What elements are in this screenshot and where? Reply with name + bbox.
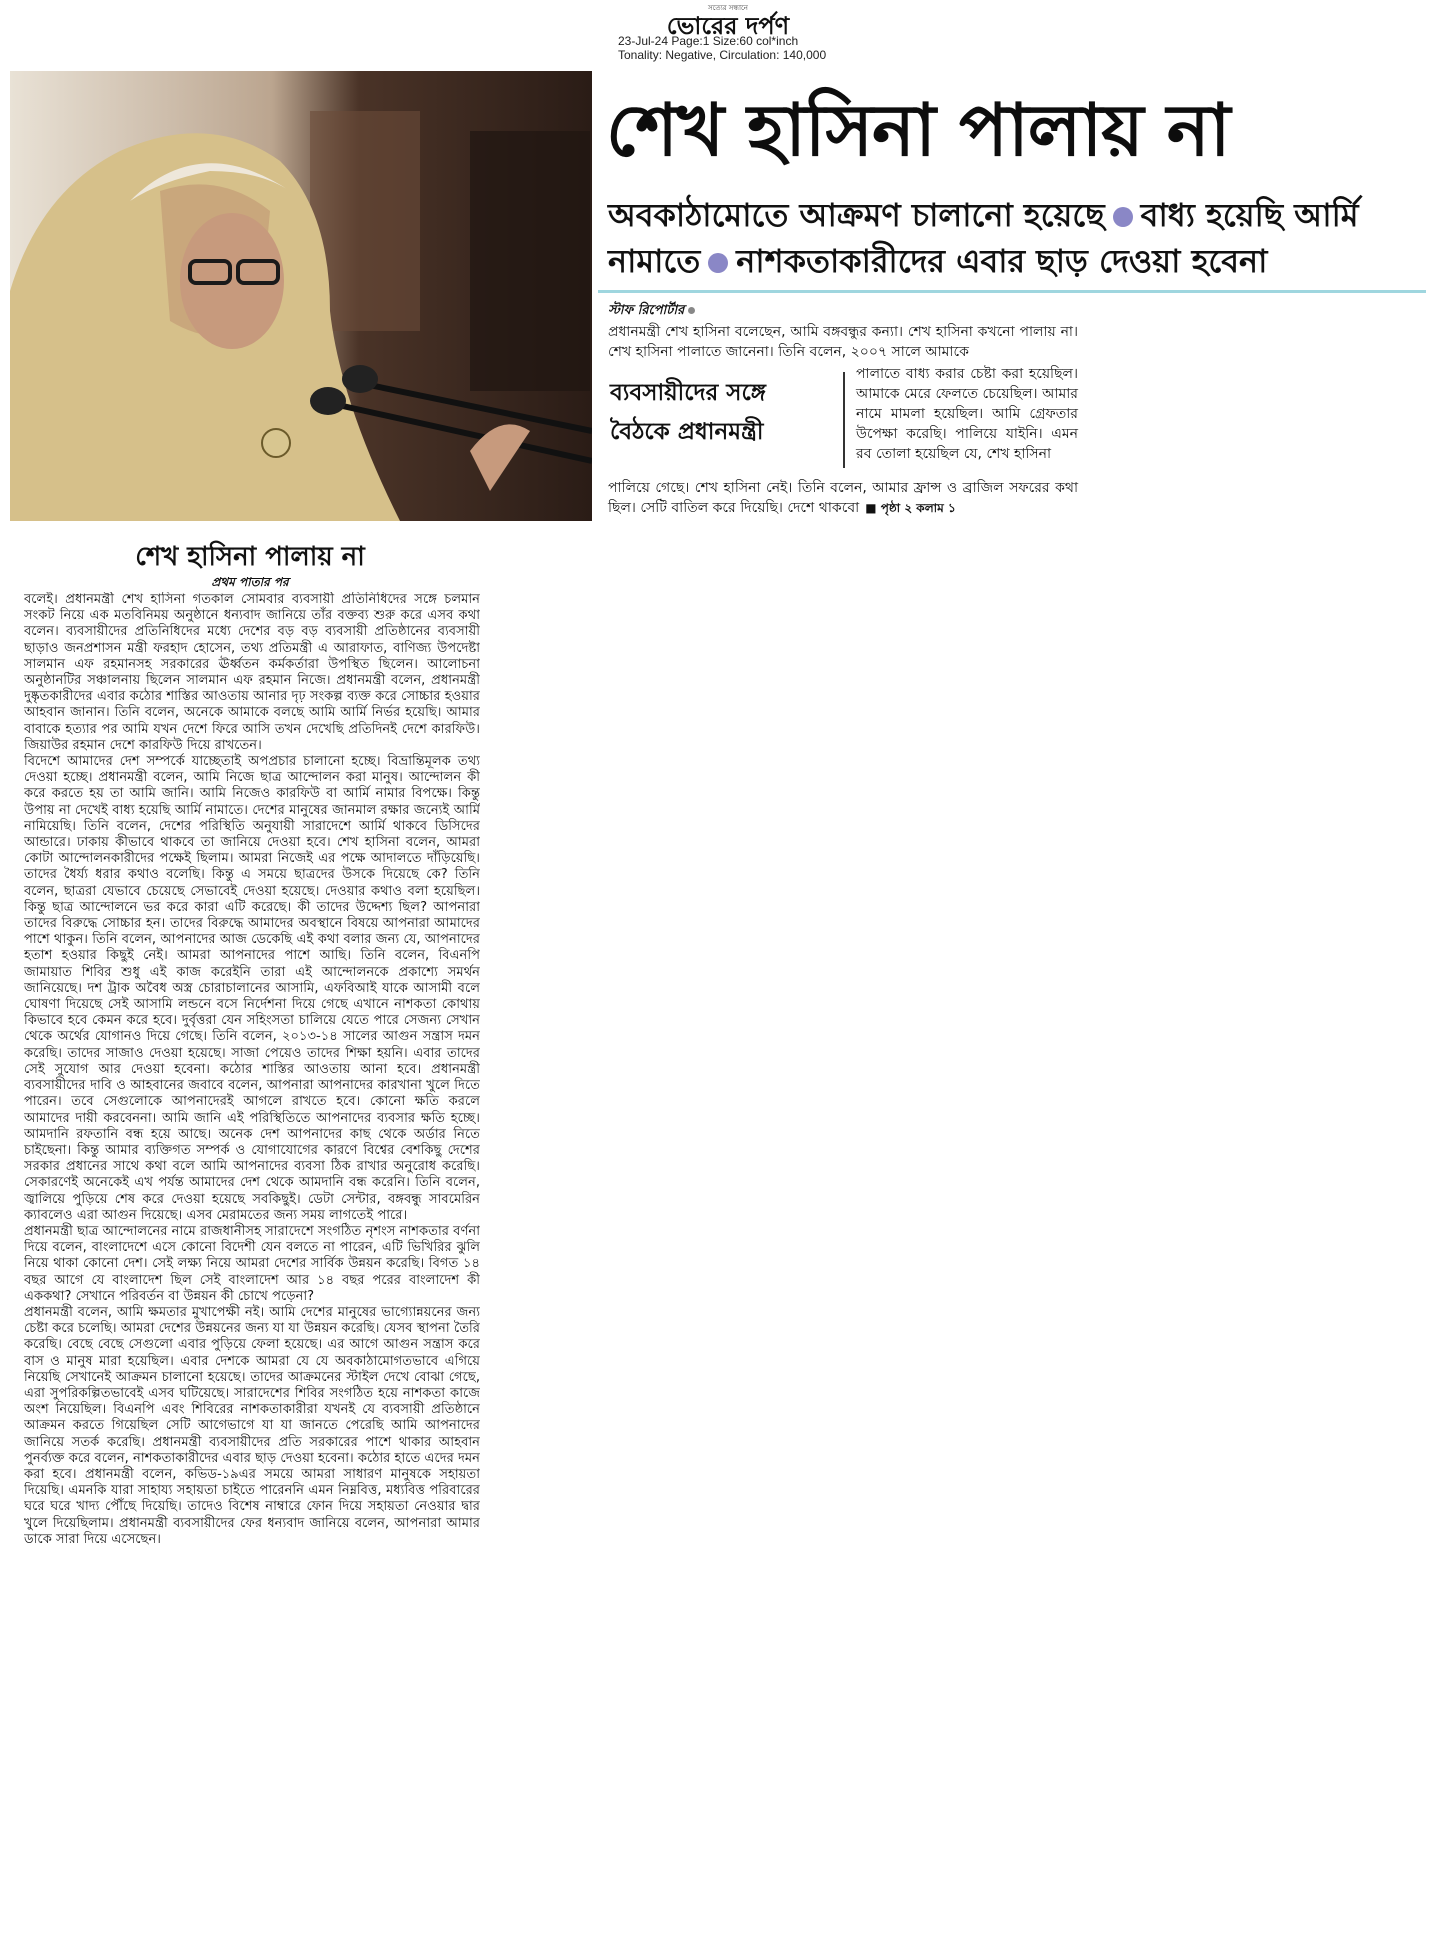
clip-meta-line1: 23-Jul-24 Page:1 Size:60 col*inch [618,34,799,48]
headline-divider [598,290,1426,293]
sidebar-line-1: ব্যবসায়ীদের সঙ্গে [610,380,766,406]
photo-illustration [10,71,592,521]
body-paragraph: বিদেশে আমাদের দেশ সম্পর্কে যাচ্ছেতাই অপপ্রচার চালানো হচ্ছে। বিভ্রান্তিমূলক তথ্য দেওয়া হচ্ছে। প্রধানমন্ত্রী বলেন, আমি নিজে ছাত্র আন্দোলন করা মানুষ। আন্দোলন কী করে করতে হয় তা আমি জানি। আমি নিজেও কারফিউ বা আর্মি নামার বিপক্ষে। কিন্তু উপায় না দেখেই বাধ্য হয়েছি আর্মি নামাতে। দেশের মানুষের জানমাল রক্ষার জন্যেই আর্মি নামিয়েছি। তিনি বলেন, দেশের পরিস্থিতি অনুযায়ী সারাদেশে আর্মি থাকবে ডিসিদের আন্ডারে। ঢাকায় কীভাবে থাকবে তা জানিয়ে দেওয়া হবে। শেখ হাসিনা বলেন, আমরা কোটা আন্দোলনকারীদের পক্ষেই ছিলাম। আমরা নিজেই এর পক্ষে আদালতে দাঁড়িয়েছি। তাদের ধৈর্য্য ধরার কথাও বলেছি। কিন্তু এ সময়ে ছাত্রদের উসকে দিয়েছে কে? তিনি বলেন, ছাত্ররা যেভাবে চেয়েছে সেভাবেই দেওয়া হয়েছে। দেওয়ার কথাও বলা হয়েছিল। কিন্তু ছাত্র আন্দোলনে ভর করে কারা এটি করেছে। কী তাদের উদ্দেশ্য ছিল? আপনারা তাদের বিরুদ্ধে সোচ্চার হন। তাদের বিরুদ্ধে আমাদের অবস্থানে বিষয়ে আপনারা আমাদের পাশে থাকুন। তিনি বলেন, আপনাদের আজ ডেকেছি এই কথা বলার জন্য যে, আপনাদের হতাশ হওয়ার কিছুই নেই। আমরা আপনাদের পাশে আছি। তিনি বলেন, বিএনপি জামায়াত শিবির শুধু এই কাজ করেইনি তারা এই আন্দোলনকে প্রকাশ্যে সমর্থন জানিয়েছে। দশ ট্রাক অবৈধ অস্ত্র চোরাচালানের আসামি, এফবিআই যাকে আসামী বলে ঘোষণা দিয়েছে সেই আসামি লন্ডনে বসে নির্দেশনা দিয়ে গেছে এখানে নাশকতা কোথায় কিভাবে হবে কেমন করে হবে। দুর্বৃত্তরা যেন সহিংসতা চালিয়ে যেতে পারে সেজন্য সেখান থেকে অর্থের যোগানও দিয়ে গেছে। তিনি বলেন, ২০১৩-১৪ সালের আগুন সন্ত্রাস দমন করেছি। তাদের সাজাও দেওয়া হয়েছে। সাজা পেয়েও তাদের শিক্ষা হয়নি। এবার তাদের সেই সুযোগ আর দেওয়া হবেনা। কঠোর শাস্তির আওতায় আনা হবে। প্রধানমন্ত্রী ব্যবসায়ীদের দাবি ও আহবানের জবাবে বলেন, আপনারা আপনাদের কারখানা খুলে দিতে পারেন। তবে সেগুলোকে আপনাদেরই আগলে রাখতে হবে। কোনো ক্ষতি করলে আমাদের দায়ী করবেননা। আমি জানি এই পরিস্থিতিতে আপনাদের ব্যবসার ক্ষতি হচ্ছে। আমদানি রফতানি বন্ধ হয়ে আছে। অনেক দেশ আপনাদের কাছ থেকে অর্ডার নিতে চাইছেনা। কিন্তু আমার ব্যক্তিগত সম্পর্ক ও যোগাযোগের কারণে বিশ্বের বেশকিছু দেশের সরকার প্রধানের সাথে কথা বলে আমি আপনাদের ব্যবসা ঠিক রাখার অনুরোধ করেছি। সেকারণেই অনেকেই এখ পর্যন্ত আমাদের দেশ থেকে আমদানি বন্ধ করেনি। তিনি বলেন, জ্বালিয়ে পুড়িয়ে শেষ করে দেওয়া হয়েছে সবকিছুই। ডেটা সেন্টার, বঙ্গবন্ধু সাবমেরিন ক্যাবলেও এরা আগুন দিয়েছে। এসব মেরামতের জন্য সময় লাগতেই পারে। [24,754,480,1223]
masthead-tagline: সত্যের সন্ধানে [708,4,748,12]
jump-headline: শেখ হাসিনা পালায় না [135,542,365,572]
article-subheads [608,192,1428,284]
byline-dot-icon [688,307,695,314]
lead-bottom-text: পালিয়ে গেছে। শেখ হাসিনা নেই। তিনি বলেন, আমার ফ্রান্স ও ব্রাজিল সফরের কথা ছিল। সেটি বাতিল করে দিয়েছি। দেশে থাকবো [608,480,1078,516]
newspaper-logo: ভোরের দর্পণ [666,11,790,40]
bullet-dot-icon [1113,207,1133,227]
clip-meta-line2: Tonality: Negative, Circulation: 140,000 [618,48,827,62]
subhead-2: বাধ্য হয়েছি আর্মি নামাতে [608,196,1359,280]
bullet-dot-icon [708,253,728,273]
byline [608,302,695,320]
byline-text: স্টাফ রিপোর্টার [608,303,685,318]
subhead-3: নাশকতাকারীদের এবার ছাড় দেওয়া হবেনা [736,242,1268,280]
lead-paragraph-right: পালাতে বাধ্য করার চেষ্টা করা হয়েছিল। আমাকে মেরে ফেলতে চেয়েছিল। আমার নামে মামলা হয়েছিল। আমি গ্রেফতার উপেক্ষা করেছি। পালিয়ে যাইনি। এমন রব তোলা হয়েছিল যে, শেখ হাসিনা [856,366,1078,462]
body-paragraph: বলেই। প্রধানমন্ত্রী শেখ হাসিনা গতকাল সোমবার ব্যবসায়ী প্রতিনিধিদের সঙ্গে চলমান সংকট নিয়ে এক মতবিনিময় অনুষ্ঠানে ধন্যবাদ জানিয়ে তাঁর বক্তব্য শুরু করে এসব কথা বলেন। ব্যবসায়ীদের প্রতিনিধিদের মধ্যে দেশের বড় বড় ব্যবসায়ী প্রতিষ্ঠানের ব্যবসায়ী ছাড়াও জনপ্রশাসন মন্ত্রী ফরহাদ হোসেন, তথ্য প্রতিমন্ত্রী এ আরাফাত, বাণিজ্য উপদেষ্টা সালমান এফ রহমানসহ সরকারের ঊর্ধ্বতন কর্মকর্তারা উপস্থিত ছিলেন। আলোচনা অনুষ্ঠানটির সঞ্চালনায় ছিলেন সালমান এফ রহমান নিজে। প্রধানমন্ত্রী বলেন, প্রধানমন্ত্রী দুষ্কৃতকারীদের এবার কঠোর শাস্তির আওতায় আনার দৃঢ় সংকল্প ব্যক্ত করে সোচ্চার হওয়ার আহবান জানান। তিনি বলেন, অনেকে আমাকে বলছে আমি আর্মি নির্ভর হয়েছি। আমার বাবাকে হত্যার পর আমি যখন দেশে ফিরে আসি তখন দেখেছি প্রতিদিনই দেশে কারফিউ। জিয়াউর রহমান দেশে কারফিউ দিয়ে রাখতেন। [24,592,480,753]
sidebar-line-2: বৈঠকে প্রধানমন্ত্রী [610,419,764,445]
body-paragraph: প্রধানমন্ত্রী ছাত্র আন্দোলনের নামে রাজধানীসহ সারাদেশে সংগঠিত নৃশংস নাশকতার বর্ণনা দিয়ে বলেন, বাংলাদেশে এসে কোনো বিদেশী যেন বলতে না পারেন, এটি ভিখিরির ঝুলি নিয়ে থাকা কোনো দেশ। সেই লক্ষ্য নিয়ে আমরা দেশের সার্বিক উন্নয়ন করেছি। বিগত ১৪ বছর আগে যে বাংলাদেশ ছিল সেই বাংলাদেশ আর ১৪ বছর পরের বাংলাদেশ কী এককথা? সেখানে পরিবর্তন বা উন্নয়ন কী চোখে পড়েনা? [24,1223,480,1304]
lead-paragraph-bottom [608,478,1078,518]
subhead-1: অবকাঠামোতে আক্রমণ চালানো হয়েছে [608,196,1105,234]
clip-metadata [618,34,826,62]
lead-paragraph-top: প্রধানমন্ত্রী শেখ হাসিনা বলেছেন, আমি বঙ্গবন্ধুর কন্যা। শেখ হাসিনা কখনো পালায় না। শেখ হাসিনা পালাতে জানেনা। তিনি বলেন, ২০০৭ সালে আমাকে [608,324,1078,360]
jump-subtitle: প্রথম পাতার পর [211,575,289,589]
jump-body [24,592,480,1948]
sidebar-box [608,372,845,468]
article-headline: শেখ হাসিনা পালায় না [606,88,1230,172]
article-photo [10,71,592,521]
continued-marker: ■ পৃষ্ঠা ২ কলাম ১ [865,501,956,515]
body-paragraph: প্রধানমন্ত্রী বলেন, আমি ক্ষমতার মুখাপেক্ষী নই। আমি দেশের মানুষের ভাগ্যোন্নয়নের জন্য চেষ্টা করে চলেছি। আমরা দেশের উন্নয়নের জন্য যা যা উন্নয়ন করেছি। যেসব স্থাপনা তৈরি করেছি। বেছে বেছে সেগুলো এবার পুড়িয়ে ফেলা হয়েছে। এর আগে আগুন সন্ত্রাস করে বাস ও মানুষ মারা হয়েছিল। এবার দেশকে আমরা যে যে অবকাঠামোগতভাবে এগিয়ে নিয়েছি সেখানেই আক্রমন চালানো হয়েছে। তাদের আক্রমনের স্টাইল দেখে বোঝা গেছে, এরা সুপরিকল্পিতভাবেই এসব ঘটিয়েছে। সারাদেশের শিবির সংগঠিত হয়ে নাশকতা কাজে অংশ নিয়েছিল। বিএনপি এবং শিবিরের নাশকতাকারীরা যখনই যে ব্যবসায়ী প্রতিষ্ঠানে আক্রমন করতে গিয়েছিল সেটি আগেভাগে যা যা জানতে পেরেছি আমি আপনাদের জানিয়ে সতর্ক করেছি। প্রধানমন্ত্রী ব্যবসায়ীদের প্রতি সরকারের পাশে থাকার আহবান পুনর্ব্যক্ত করে বলেন, নাশকতাকারীদের এবার ছাড় দেওয়া হবেনা। কঠোর হাতে এদের দমন করা হবে। প্রধানমন্ত্রী বলেন, কভিড-১৯এর সময়ে আমরা সাধারণ মানুষকে সহায়তা দিয়েছি। এমনকি যারা সাহায্য সহায়তা চাইতে পারেননি এমন নিম্নবিত্ত, মধ্যবিত্ত পরিবারের ঘরে ঘরে খাদ্য পৌঁছে দিয়েছি। তাদেও বিশেষ নাম্বারে ফোন দিয়ে সহায়তা নেওয়ার দ্বার খুলে দিয়েছিলাম। প্রধানমন্ত্রী ব্যবসায়ীদের ফের ধন্যবাদ জানিয়ে বলেন, আপনারা আমার ডাকে সারা দিয়ে এসেছেন। [24,1304,480,1547]
